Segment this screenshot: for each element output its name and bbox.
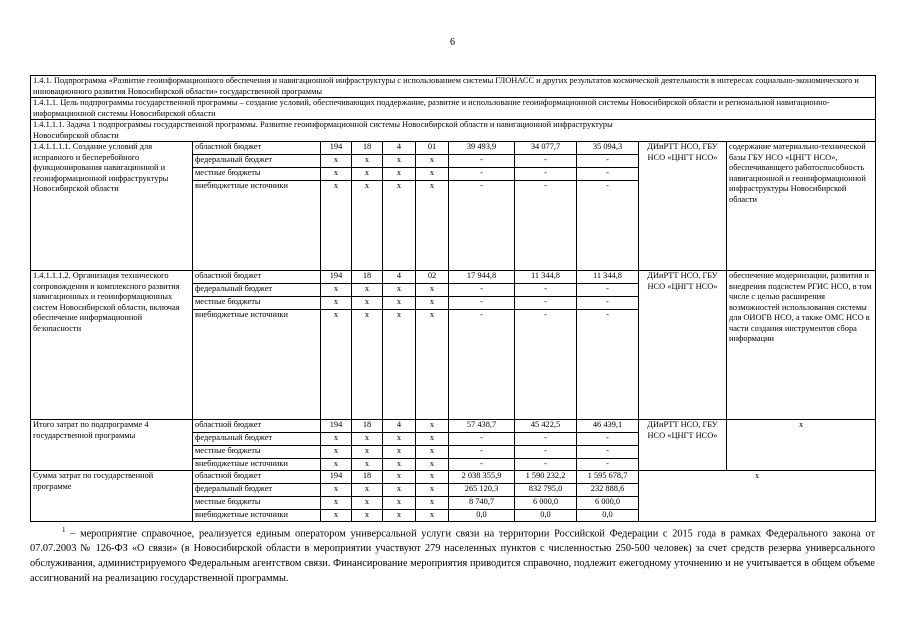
code-cell: x [383,181,416,271]
goal-title: 1.4.1.1. Цель подпрограммы государственной программы – создание условий, обеспечивающих поддержание, развитие и использование геоинформационной системы Новосибирской области и региональной навигационно-информационной системы Новосибирской области [31,98,876,120]
code-cell: x [416,181,449,271]
amount-cell: - [577,168,639,181]
code-cell: x [383,471,416,484]
amount-cell: 265 120,3 [449,484,515,497]
amount-cell: - [515,168,577,181]
code-cell: 194 [321,271,352,284]
code-cell: 18 [352,271,383,284]
amount-cell: - [577,459,639,471]
table-row [31,420,876,433]
funding-source: федеральный бюджет [193,155,321,168]
amount-cell: - [449,168,515,181]
task-title: 1.4.1.1.1. Задача 1 подпрограммы государственной программы. Развитие геоинформационной системы Новосибирской области и навигационной инфраструктуры Новосибирской области [31,120,876,142]
funding-source: областной бюджет [193,271,321,284]
code-cell: 4 [383,142,416,155]
executor: ДИиРТТ НСО, ГБУ НСО «ЦНГТ НСО» [639,142,727,271]
amount-cell: 35 094,3 [577,142,639,155]
code-cell: x [383,168,416,181]
funding-source: местные бюджеты [193,446,321,459]
expected-result: x [639,471,876,522]
subprogram-title: 1.4.1. Подпрограмма «Развитие геоинформационного обеспечения и навигационной инфраструктуры с использованием системы ГЛОНАСС и других результатов космической деятельности в интересах социально-экономического и инновационного развития Новосибирской области» государственной программы [31,76,876,98]
code-cell: 18 [352,420,383,433]
funding-source: областной бюджет [193,142,321,155]
amount-cell: - [577,284,639,297]
amount-cell: - [577,155,639,168]
amount-cell: 1 590 232,2 [515,471,577,484]
code-cell: 02 [416,271,449,284]
funding-source: федеральный бюджет [193,433,321,446]
code-cell: x [352,510,383,522]
amount-cell: 11 344,8 [577,271,639,284]
funding-source: внебюджетные источники [193,181,321,271]
footnote-text: – мероприятие справочное, реализуется единым оператором универсальной услуги связи на территории Российской Федерации с 2015 года в рамках Федерального закона от 07.07.2003 № 126-ФЗ «О связи» (в Новосибирской области в мероприятии участвуют 279 населенных пунктов с численностью 250-500 человек) за счет средств резерва универсального обслуживания, администрируемого Федеральным агентством связи. Финансирование мероприятия приводится справочно, подлежит ежегодному уточнению и не учитывается в общем объеме ассигнований на реализацию государственной программы. [30,528,875,585]
code-cell: x [352,433,383,446]
amount-cell: - [515,155,577,168]
code-cell: x [321,459,352,471]
amount-cell: - [577,181,639,271]
expected-result: x [727,420,876,471]
code-cell: x [321,155,352,168]
code-cell: x [383,284,416,297]
code-cell: x [416,433,449,446]
code-cell: 194 [321,471,352,484]
code-cell: x [352,297,383,310]
code-cell: 4 [383,420,416,433]
funding-source: внебюджетные источники [193,510,321,522]
code-cell: x [352,284,383,297]
code-cell: x [383,433,416,446]
funding-source: местные бюджеты [193,497,321,510]
code-cell: x [352,446,383,459]
budget-table [30,75,876,522]
amount-cell: 45 422,5 [515,420,577,433]
amount-cell: 17 944,8 [449,271,515,284]
amount-cell: - [449,433,515,446]
amount-cell: 0,0 [515,510,577,522]
amount-cell: 8 740,7 [449,497,515,510]
amount-cell: 39 493,9 [449,142,515,155]
activity-name: Итого затрат по подпрограмме 4 государственной программы [31,420,193,471]
subprogram-header-row [31,76,876,98]
footnote-marker: 1 [62,526,66,534]
code-cell: x [321,433,352,446]
code-cell: 4 [383,271,416,284]
code-cell: x [352,459,383,471]
amount-cell: 0,0 [577,510,639,522]
amount-cell: 232 888,6 [577,484,639,497]
code-cell: x [383,446,416,459]
amount-cell: - [449,284,515,297]
amount-cell: - [449,181,515,271]
code-cell: x [416,459,449,471]
code-cell: x [383,297,416,310]
amount-cell: - [515,284,577,297]
code-cell: x [352,310,383,420]
funding-source: федеральный бюджет [193,284,321,297]
table-row [31,142,876,155]
code-cell: x [416,310,449,420]
code-cell: 18 [352,471,383,484]
amount-cell: - [577,446,639,459]
funding-source: местные бюджеты [193,297,321,310]
executor: ДИиРТТ НСО, ГБУ НСО «ЦНГТ НСО» [639,420,727,471]
amount-cell: - [515,297,577,310]
amount-cell: - [449,446,515,459]
amount-cell: 832 795,0 [515,484,577,497]
code-cell: x [416,168,449,181]
page-number: 6 [450,37,455,48]
code-cell: x [321,297,352,310]
code-cell: x [383,510,416,522]
amount-cell: - [577,297,639,310]
code-cell: x [416,484,449,497]
code-cell: x [383,155,416,168]
code-cell: x [416,420,449,433]
code-cell: x [416,510,449,522]
funding-source: федеральный бюджет [193,484,321,497]
code-cell: x [321,446,352,459]
code-cell: 194 [321,420,352,433]
amount-cell: - [449,155,515,168]
amount-cell: 6 000,0 [515,497,577,510]
amount-cell: - [577,433,639,446]
amount-cell: 34 077,7 [515,142,577,155]
executor: ДИиРТТ НСО, ГБУ НСО «ЦНГТ НСО» [639,271,727,420]
code-cell: x [416,471,449,484]
amount-cell: - [515,181,577,271]
amount-cell: 57 438,7 [449,420,515,433]
code-cell: x [321,510,352,522]
code-cell: x [321,497,352,510]
code-cell: x [352,497,383,510]
code-cell: x [383,484,416,497]
code-cell: x [321,484,352,497]
code-cell: 01 [416,142,449,155]
expected-result: обеспечение модернизации, развития и внедрения подсистем РГИС НСО, в том числе с целью расширения возможностей использования системы для ОИОГВ НСО, а также ОМС НСО в части создания инструментов сбора информации [727,271,876,420]
amount-cell: 11 344,8 [515,271,577,284]
code-cell: x [383,459,416,471]
code-cell: x [383,310,416,420]
activity-name: Сумма затрат по государственной программе [31,471,193,522]
code-cell: x [352,181,383,271]
funding-source: областной бюджет [193,420,321,433]
code-cell: x [416,155,449,168]
code-cell: x [321,284,352,297]
amount-cell: 0,0 [449,510,515,522]
amount-cell: - [515,433,577,446]
table-row [31,271,876,284]
amount-cell: 46 439,1 [577,420,639,433]
code-cell: x [352,155,383,168]
code-cell: 194 [321,142,352,155]
amount-cell: 6 000,0 [577,497,639,510]
activity-name: 1.4.1.1.1.1. Создание условий для исправного и бесперебойного функционирования навигационной и геоинформационной инфраструктуры Новосибирской области [31,142,193,271]
funding-source: областной бюджет [193,471,321,484]
amount-cell: - [449,310,515,420]
amount-cell: - [577,310,639,420]
amount-cell: 1 595 678,7 [577,471,639,484]
amount-cell: - [515,459,577,471]
code-cell: x [416,297,449,310]
code-cell: x [383,497,416,510]
code-cell: x [352,484,383,497]
code-cell: x [321,310,352,420]
funding-source: внебюджетные источники [193,459,321,471]
code-cell: x [321,168,352,181]
code-cell: 18 [352,142,383,155]
expected-result: содержание материально-технической базы ГБУ НСО «ЦНГТ НСО», обеспечивающего работоспособность навигационной и геоинформационной инфраструктуры Новосибирской области [727,142,876,271]
goal-header-row [31,98,876,120]
amount-cell: - [515,310,577,420]
task-header-row [31,120,876,142]
code-cell: x [321,181,352,271]
table-row [31,471,876,484]
footnote [30,523,875,586]
code-cell: x [416,284,449,297]
funding-source: местные бюджеты [193,168,321,181]
code-cell: x [352,168,383,181]
code-cell: x [416,446,449,459]
amount-cell: - [449,297,515,310]
code-cell: x [416,497,449,510]
amount-cell: - [449,459,515,471]
activity-name: 1.4.1.1.1.2. Организация технического сопровождения и комплексного развития навигационных и геоинформационных систем Новосибирской области, включая обеспечение информационной безопасности [31,271,193,420]
amount-cell: 2 038 355,9 [449,471,515,484]
funding-source: внебюджетные источники [193,310,321,420]
amount-cell: - [515,446,577,459]
